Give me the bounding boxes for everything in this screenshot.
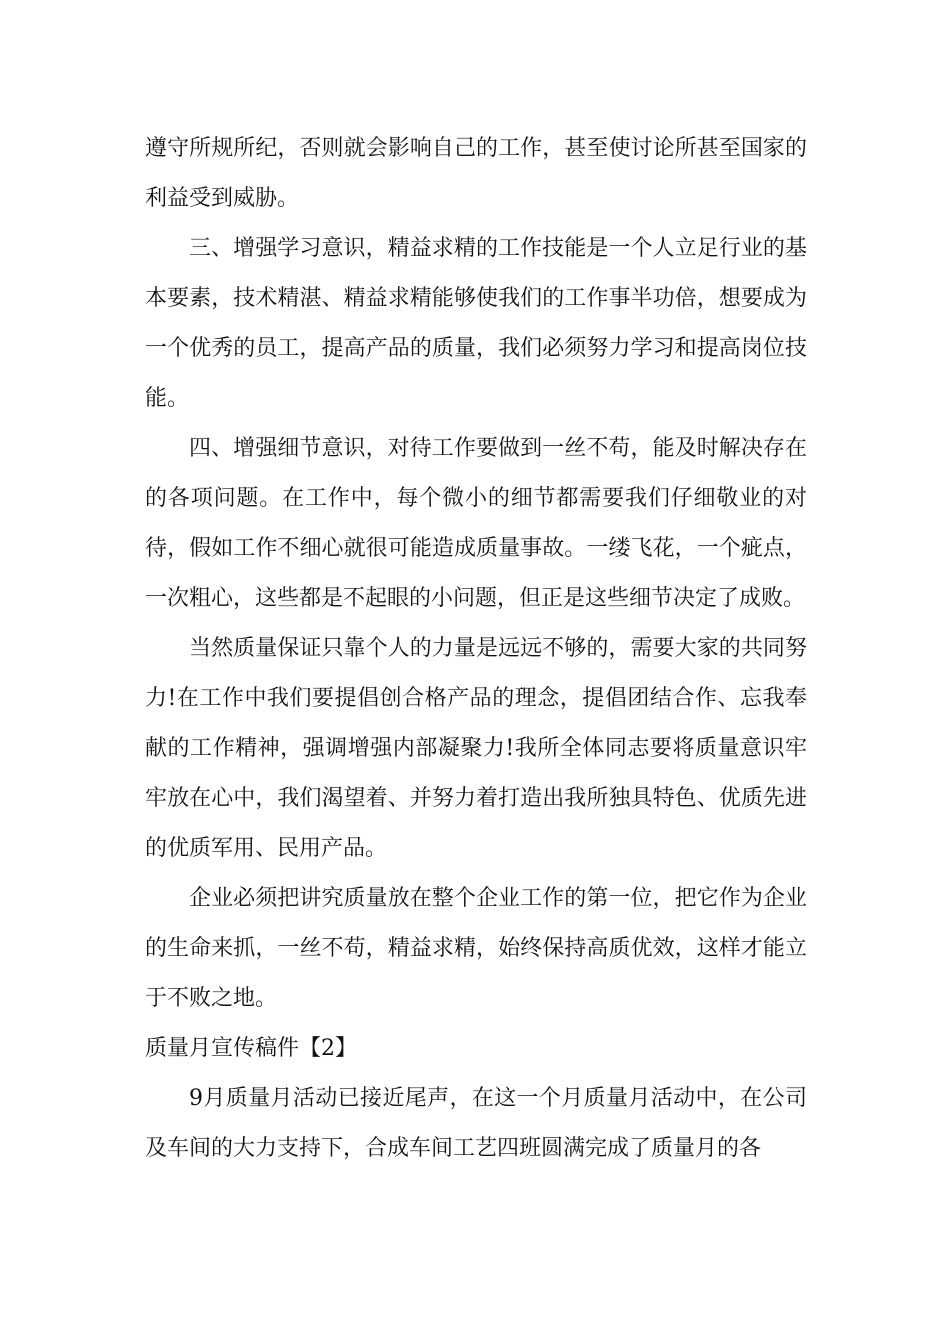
paragraph-5: 企业必须把讲究质量放在整个企业工作的第一位，把它作为企业的生命来抓，一丝不苟，精益求精，始终保持高质优效，这样才能立于不败之地。 — [145, 886, 807, 1011]
paragraph-6: 9月质量月活动已接近尾声，在这一个月质量月活动中，在公司及车间的大力支持下，合成车间工艺四班圆满完成了质量月的各 — [145, 1086, 807, 1161]
section-heading: 质量月宣传稿件【2】 — [145, 1036, 357, 1061]
paragraph-2: 三、增强学习意识，精益求精的工作技能是一个人立足行业的基本要素，技术精湛、精益求精能够使我们的工作事半功倍，想要成为一个优秀的员工，提高产品的质量，我们必须努力学习和提高岗位技能。 — [145, 236, 807, 411]
paragraph-3: 四、增强细节意识，对待工作要做到一丝不苟，能及时解决存在的各项问题。在工作中，每个微小的细节都需要我们仔细敬业的对待，假如工作不细心就很可能造成质量事故。一缕飞花，一个疵点，一次粗心，这些都是不起眼的小问题，但正是这些细节决定了成败。 — [145, 436, 807, 611]
paragraph-1: 遵守所规所纪，否则就会影响自己的工作，甚至使讨论所甚至国家的利益受到威胁。 — [145, 136, 807, 211]
paragraph-4: 当然质量保证只靠个人的力量是远远不够的，需要大家的共同努力!在工作中我们要提倡创合格产品的理念，提倡团结合作、忘我奉献的工作精神，强调增强内部凝聚力!我所全体同志要将质量意识牢牢放在心中，我们渴望着、并努力着打造出我所独具特色、优质先进的优质军用、民用产品。 — [145, 636, 807, 861]
document-body — [145, 124, 807, 1174]
